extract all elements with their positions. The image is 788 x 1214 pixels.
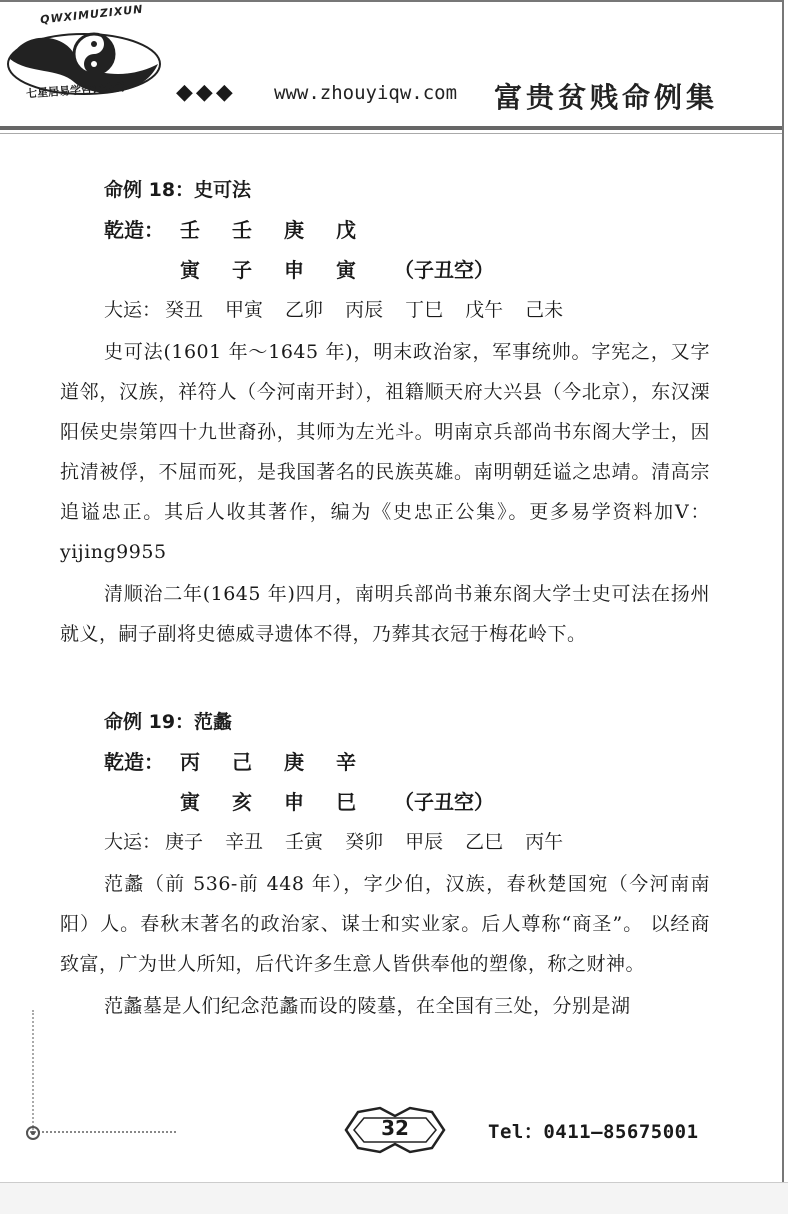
earthly-branch: 寅: [336, 258, 356, 282]
dayun-row: [104, 290, 710, 330]
dayun-item: 丙辰: [345, 299, 384, 321]
earthly-branch: 巳: [336, 790, 356, 814]
dayun-item: 丙午: [525, 831, 564, 853]
bazi-branches-row: [180, 782, 710, 822]
void-note: （子丑空）: [394, 790, 494, 814]
dayun-item: 庚子: [165, 831, 204, 853]
site-url: www.zhouyiqw.com: [274, 82, 458, 104]
heavenly-stem: 壬: [180, 218, 200, 242]
case-entry: [60, 170, 710, 654]
bazi-stems-row: [104, 210, 710, 250]
dayun-item: 戊午: [465, 299, 504, 321]
dayun-item: 壬寅: [285, 831, 324, 853]
section-gap: [60, 654, 710, 702]
dayun-row: [104, 822, 710, 862]
dayun-item: 乙卯: [285, 299, 324, 321]
heavenly-stem: 己: [232, 750, 252, 774]
logo-arc-text: QWXIMUZIXUN: [39, 2, 145, 27]
case-paragraph: 史可法(1601 年～1645 年)，明末政治家，军事统帅。字宪之，又字道邻，汉族，祥符人（今河南开封），祖籍顺天府大兴县（今北京），东汉溧阳侯史崇第四十九世裔孙，其师为左光斗。明南京兵部尚书东阁大学士，因抗清被俘，不屈而死，是我国著名的民族英雄。南明朝廷谥之忠靖。清高宗追谥忠正。其后人收其著作，编为《史忠正公集》。更多易学资料加V：yijing9955: [60, 341, 710, 563]
book-title: 富贵贫贱命例集: [494, 81, 719, 114]
case-heading: 命例 18：史可法: [104, 179, 252, 201]
heavenly-stem: 辛: [336, 750, 356, 774]
telephone: Tel：0411—85675001: [488, 1121, 699, 1143]
earthly-branch: 申: [284, 790, 304, 814]
dayun-item: 甲辰: [405, 831, 444, 853]
bazi-stems-row: [104, 742, 710, 782]
bazi-label: 乾造：: [104, 750, 164, 774]
dayun-item: 甲寅: [225, 299, 264, 321]
bottom-band: [0, 1182, 788, 1214]
case-entry: [60, 702, 710, 1026]
page-number: 32: [381, 1116, 409, 1140]
header-rule-thin: [0, 133, 782, 134]
logo-band-text: 七星居易学咨询公司: [25, 80, 126, 101]
dayun-item: 丁巳: [405, 299, 444, 321]
case-paragraph: 清顺治二年(1645 年)四月，南明兵部尚书兼东阁大学士史可法在扬州就义，嗣子副将史德威寻遗体不得，乃葬其衣冠于梅花岭下。: [60, 583, 710, 645]
case-heading: 命例 19：范蠡: [104, 711, 233, 733]
heavenly-stem: 壬: [232, 218, 252, 242]
earthly-branch: 申: [284, 258, 304, 282]
footer-flourish-icon: [22, 1122, 44, 1144]
heavenly-stem: 庚: [284, 750, 304, 774]
dayun-item: 癸丑: [165, 299, 204, 321]
earthly-branch: 子: [232, 258, 252, 282]
bazi-label: 乾造：: [104, 218, 164, 242]
footer-ornament-vertical: [32, 1010, 34, 1130]
earthly-branch: 寅: [180, 790, 200, 814]
earthly-branch: 寅: [180, 258, 200, 282]
heavenly-stem: 丙: [180, 750, 200, 774]
running-header: [176, 76, 736, 116]
header-rule: [0, 126, 782, 130]
dayun-label: 大运：: [104, 299, 162, 321]
earthly-branch: 亥: [232, 790, 252, 814]
heavenly-stem: 戊: [336, 218, 356, 242]
void-note: （子丑空）: [394, 258, 494, 282]
bazi-branches-row: [180, 250, 710, 290]
dayun-item: 乙巳: [465, 831, 504, 853]
dayun-item: 辛丑: [225, 831, 264, 853]
diamond-ornament-icon: ◆◆◆: [176, 80, 236, 105]
page-content: [60, 170, 710, 1026]
dayun-item: 癸卯: [345, 831, 384, 853]
dayun-label: 大运：: [104, 831, 162, 853]
heavenly-stem: 庚: [284, 218, 304, 242]
dayun-item: 己未: [525, 299, 564, 321]
case-paragraph: 范蠡墓是人们纪念范蠡而设的陵墓，在全国有三处，分别是湖: [104, 995, 631, 1017]
footer-ornament-line: [26, 1131, 176, 1133]
case-paragraph: 范蠡（前 536-前 448 年），字少伯，汉族，春秋楚国宛（今河南南阳）人。春秋末著名的政治家、谋士和实业家。后人尊称“商圣”。 以经商致富，广为世人所知，后代许多生意人皆供奉他的塑像，称之财神。: [60, 873, 710, 975]
